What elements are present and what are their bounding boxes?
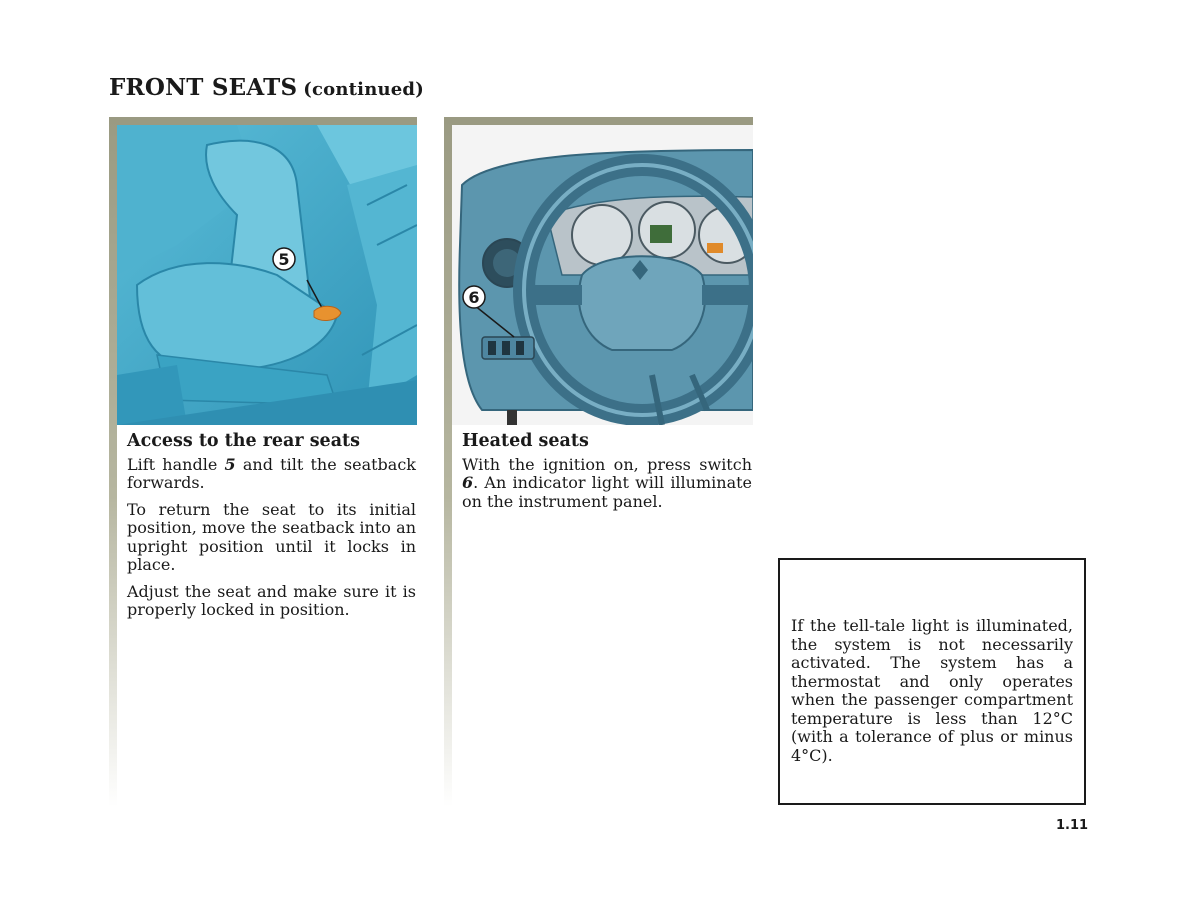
- column-rule-top-middle: [444, 117, 753, 125]
- reference-6: 6: [462, 473, 474, 492]
- paragraph-lift-handle-b: and tilt the seatback forwards.: [127, 454, 416, 492]
- column-rule-top-left: [109, 117, 417, 125]
- paragraph-lift-handle: [127, 456, 416, 493]
- paragraph-press-switch-b: . An indicator light will illuminate on the instrument panel.: [462, 473, 752, 511]
- page-title: [109, 74, 424, 101]
- page-title-main: FRONT SEATS: [109, 74, 298, 101]
- note-text: If the tell-tale light is illuminated, the system is not necessarily activated. The system has a thermostat and only operates when the passenger compartment temperature is less than 12°C (with a tolerance of plus or minus 4°C).: [791, 616, 1073, 765]
- seat-photo: [117, 125, 417, 425]
- section-heading-rear-seats: Access to the rear seats: [127, 431, 360, 451]
- dashboard-photo: [452, 125, 753, 425]
- column-rule-left: [109, 117, 117, 807]
- paragraph-lift-handle-a: Lift handle: [127, 454, 218, 474]
- paragraph-return-seat: To return the seat to its initial position, move the seatback into an upright position until it locks in place.: [127, 499, 416, 574]
- column-rule-middle: [444, 117, 452, 807]
- callout-5: 5: [278, 250, 290, 269]
- note-box: [778, 558, 1086, 805]
- callout-6: 6: [468, 288, 480, 307]
- paragraph-press-switch: [462, 456, 752, 512]
- section-heading-heated-seats: Heated seats: [462, 431, 589, 451]
- section-heated-seats: [462, 432, 752, 519]
- section-rear-seat-access: [127, 432, 416, 628]
- paragraph-adjust-seat: Adjust the seat and make sure it is properly locked in position.: [127, 581, 416, 619]
- page-title-suffix: (continued): [303, 79, 424, 100]
- reference-5: 5: [224, 454, 236, 474]
- paragraph-press-switch-a: With the ignition on, press switch: [462, 454, 752, 474]
- page-number: 1.11: [1056, 818, 1089, 833]
